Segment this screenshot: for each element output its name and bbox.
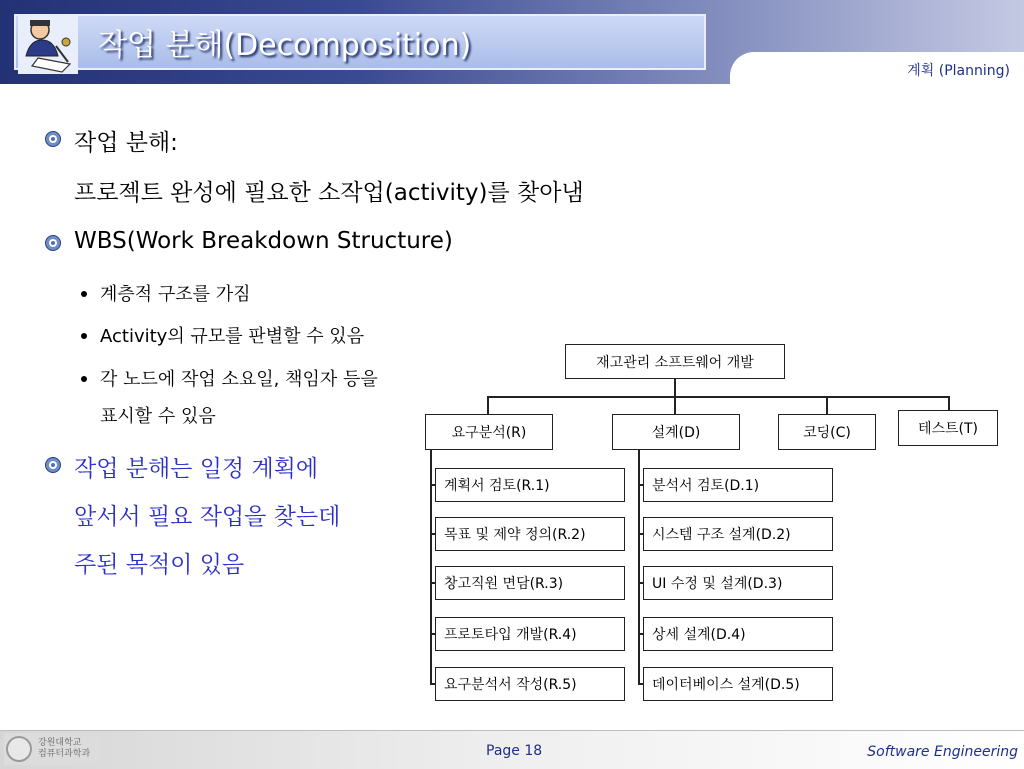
wbs-task-d4: 상세 설계(D.4) <box>643 617 833 651</box>
section-tab-label: 계획 (Planning) <box>907 63 1010 79</box>
writer-figure-icon <box>18 16 78 74</box>
bullet-3-line-3: 주된 목적이 있음 <box>74 552 245 578</box>
department-line-1: 강원대학교 <box>38 738 82 748</box>
course-name: Software Engineering <box>867 744 1018 760</box>
bullet-2-text: WBS(Work Breakdown Structure) <box>74 228 453 254</box>
connector <box>826 396 828 416</box>
wbs-task-r4: 프로토타입 개발(R.4) <box>435 617 625 651</box>
bullet-2-sub-2: Activity의 규모를 판별할 수 있음 <box>100 326 365 347</box>
sub-bullet-dot <box>81 291 87 297</box>
bullet-1-line-1: 작업 분해: <box>74 130 178 156</box>
wbs-task-d2: 시스템 구조 설계(D.2) <box>643 517 833 551</box>
bullet-2-sub-3-line-1: 각 노드에 작업 소요일, 책임자 등을 <box>100 369 378 390</box>
wbs-task-r5: 요구분석서 작성(R.5) <box>435 667 625 701</box>
wbs-node-coding: 코딩(C) <box>778 414 876 450</box>
university-seal-icon <box>6 736 32 762</box>
wbs-task-r1: 계획서 검토(R.1) <box>435 468 625 502</box>
bullet-2-sub-3-line-2: 표시할 수 있음 <box>100 406 216 427</box>
connector <box>487 396 489 416</box>
wbs-task-r2: 목표 및 제약 정의(R.2) <box>435 517 625 551</box>
wbs-task-d3: UI 수정 및 설계(D.3) <box>643 566 833 600</box>
bullet-3-line-2: 앞서서 필요 작업을 찾는데 <box>74 504 341 530</box>
connector <box>674 378 676 396</box>
connector <box>674 396 676 416</box>
bullet-3-line-1: 작업 분해는 일정 계획에 <box>74 456 319 482</box>
sub-bullet-dot <box>81 333 87 339</box>
sub-bullet-dot <box>81 376 87 382</box>
globe-bullet-icon <box>44 456 62 474</box>
connector <box>487 396 950 398</box>
wbs-node-test: 테스트(T) <box>898 410 998 446</box>
bullet-2-sub-1: 계층적 구조를 가짐 <box>100 284 251 305</box>
slide-title: 작업 분해(Decomposition) <box>98 28 472 63</box>
department-name <box>38 738 90 760</box>
wbs-task-d5: 데이터베이스 설계(D.5) <box>643 667 833 701</box>
page-number: Page 18 <box>486 743 543 759</box>
wbs-task-d1: 분석서 검토(D.1) <box>643 468 833 502</box>
wbs-task-r3: 창고직원 면담(R.3) <box>435 566 625 600</box>
wbs-node-requirements: 요구분석(R) <box>425 414 553 450</box>
bullet-1-line-2: 프로젝트 완성에 필요한 소작업(activity)를 찾아냄 <box>74 180 584 206</box>
department-line-2: 컴퓨터과학과 <box>38 749 91 759</box>
globe-bullet-icon <box>44 130 62 148</box>
wbs-root-node: 재고관리 소프트웨어 개발 <box>565 344 785 379</box>
section-tab <box>730 52 1024 86</box>
globe-bullet-icon <box>44 234 62 252</box>
wbs-node-design: 설계(D) <box>612 414 740 450</box>
